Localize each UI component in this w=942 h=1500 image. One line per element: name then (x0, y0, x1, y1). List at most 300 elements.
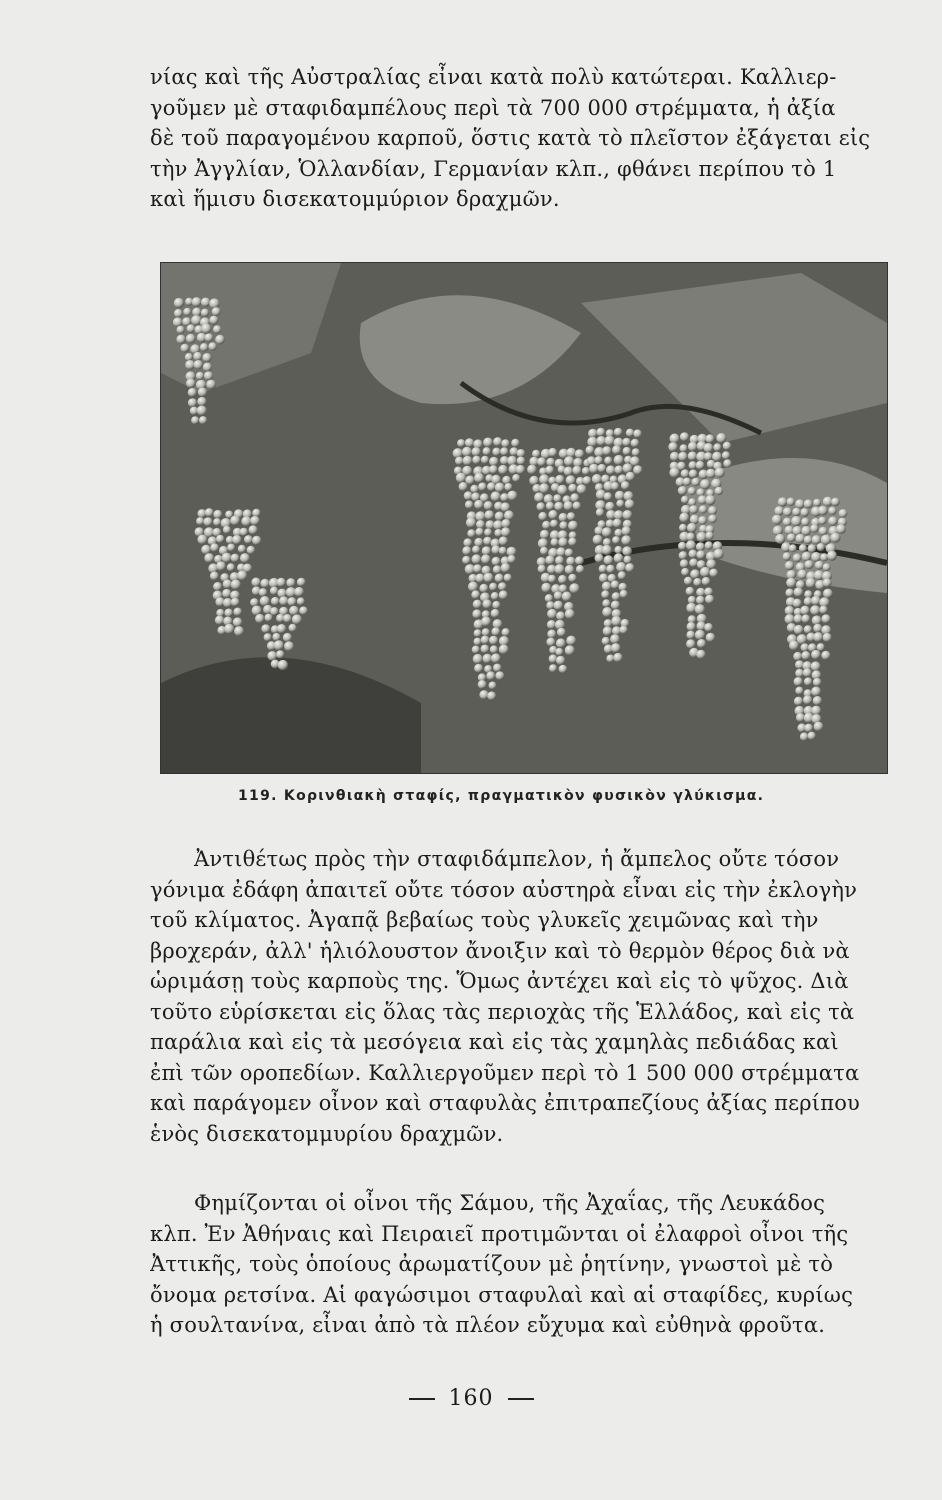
grape-berry (491, 592, 499, 600)
grape-berry (569, 583, 579, 593)
grape-berry (605, 436, 615, 446)
grape-berry (808, 732, 816, 740)
grape-berry (247, 546, 256, 555)
grape-berry (604, 492, 612, 500)
grape-berry (813, 499, 821, 507)
grapes-illustration (161, 263, 887, 773)
grape-berry (457, 439, 465, 447)
grape-berry (572, 466, 581, 475)
grape-berry (489, 457, 499, 467)
grape-berry (811, 552, 821, 562)
grape-berry (557, 485, 567, 495)
grape-berry (231, 598, 240, 607)
grape-berry (223, 526, 231, 534)
grape-berry (176, 335, 185, 344)
grape-berry (213, 510, 222, 519)
grape-berry (465, 438, 474, 447)
grape-berry (568, 484, 577, 493)
grape-berry (547, 630, 556, 639)
grape-berry (546, 458, 555, 467)
grape-berry (215, 335, 225, 345)
grape-berry (823, 563, 831, 571)
grape-berry (697, 488, 705, 496)
grape-berry (811, 687, 821, 697)
grape-berry (474, 473, 484, 483)
grape-berry (705, 541, 713, 549)
grape-berry (181, 344, 190, 353)
grape-berry (582, 467, 590, 475)
grape-berry (492, 448, 501, 457)
grape-berry (205, 508, 214, 517)
grape-berry (564, 456, 574, 466)
grape-berry (565, 609, 575, 619)
grape-berry (499, 536, 508, 545)
grape-berry (545, 466, 554, 475)
grape-berry (614, 428, 623, 437)
grape-berry (626, 429, 634, 437)
grape-berry (554, 502, 563, 511)
grape-berry (227, 563, 235, 571)
grape-berry (696, 596, 705, 605)
grape-berry (482, 546, 491, 555)
grape-berry (785, 589, 794, 598)
grape-berry (274, 640, 284, 650)
grape-berry (612, 536, 620, 544)
grape-berry (200, 343, 208, 351)
grape-berry (493, 437, 502, 446)
grape-berry (593, 535, 603, 545)
grape-berry (723, 459, 731, 467)
grape-berry (601, 590, 609, 598)
grape-berry (186, 334, 196, 344)
grape-berry (292, 614, 302, 624)
grape-berry (688, 487, 696, 495)
grape-berry (630, 456, 640, 466)
grape-berry (249, 525, 258, 534)
grape-berry (686, 540, 696, 550)
grape-berry (575, 449, 584, 458)
grape-berry (706, 532, 714, 540)
grape-berry (602, 582, 612, 592)
grape-berry (278, 660, 288, 670)
grape-berry (284, 641, 294, 651)
grape-berry (286, 578, 295, 587)
grape-berry (611, 580, 620, 589)
text-line: τοῦτο εὑρίσκεται εἰς ὅλας τὰς περιοχὰς τῆς Ἑλλάδος, καὶ εἰς τὰ (150, 999, 855, 1024)
grape-berry (795, 687, 803, 695)
grape-berry (455, 457, 464, 466)
grape-berry (471, 590, 480, 599)
grape-berry (772, 515, 782, 525)
grape-berry (783, 518, 792, 527)
text-line: καὶ παράγομεν οἶνον καὶ σταφυλὰς ἐπιτραπεζίους ἀξίας περίπου (150, 1091, 861, 1115)
grape-berry (815, 561, 824, 570)
grape-berry (568, 538, 577, 547)
grape-berry (774, 506, 784, 516)
grape-berry (696, 650, 705, 659)
grape-berry (814, 722, 824, 732)
grape-berry (621, 535, 631, 545)
grape-berry (575, 556, 584, 565)
grape-berry (821, 535, 831, 545)
grape-berry (681, 469, 690, 478)
grape-berry (267, 651, 277, 661)
grape-berry (483, 447, 491, 455)
grape-berry (821, 614, 830, 623)
grape-berry (238, 545, 246, 553)
grape-berry (227, 544, 235, 552)
grape-berry (622, 438, 631, 447)
grape-berry (611, 616, 621, 626)
grape-berry (555, 475, 564, 484)
grape-berry (210, 543, 219, 552)
grape-berry (592, 474, 602, 484)
grape-berry (802, 552, 812, 562)
grape-berry (473, 654, 483, 664)
grape-berry (183, 308, 191, 316)
grape-berry (234, 626, 244, 636)
grape-berry (495, 512, 504, 521)
text-line: βροχεράν, ἀλλ' ἡλιόλουστον ἄνοιξιν καὶ τὸ θερμὸν θέρος διὰ νὰ (150, 938, 850, 963)
grape-berry (472, 546, 480, 554)
grape-berry (255, 614, 264, 623)
grape-berry (463, 456, 473, 466)
grape-berry (836, 524, 846, 534)
grape-berry (715, 468, 725, 478)
grape-berry (548, 575, 556, 583)
text-line: νίας καὶ τῆς Αὐστραλίας εἶναι κατὰ πολὺ κατώτεραι. Καλλιερ- (150, 65, 837, 89)
grape-berry (820, 553, 828, 561)
grape-berry (493, 664, 502, 673)
grape-berry (559, 513, 568, 522)
grape-berry (565, 549, 573, 557)
grape-berry (586, 446, 595, 455)
grape-berry (700, 567, 710, 577)
grape-berry (622, 526, 631, 535)
grape-berry (828, 507, 836, 515)
grape-berry (787, 533, 796, 542)
grape-berry (614, 553, 624, 563)
grape-berry (487, 691, 496, 700)
grape-berry (209, 298, 219, 308)
grape-berry (462, 556, 471, 565)
grape-berry (260, 596, 270, 606)
page-number-footer (0, 1386, 942, 1411)
grape-berry (474, 629, 482, 637)
grape-berry (205, 333, 214, 342)
grape-berry (625, 499, 635, 509)
grape-berry (216, 561, 226, 571)
grape-berry (196, 372, 204, 380)
grape-berry (794, 677, 803, 686)
grape-berry (177, 326, 185, 334)
grape-berry (683, 478, 691, 486)
grape-berry (706, 434, 715, 443)
grape-berry (791, 516, 801, 526)
grape-berry (602, 545, 612, 555)
grape-berry (801, 651, 810, 660)
grape-berry (633, 465, 642, 474)
grape-berry (529, 476, 539, 486)
grape-berry (559, 521, 567, 529)
grape-berry (614, 546, 622, 554)
grape-berry (472, 456, 481, 465)
grape-berry (516, 465, 525, 474)
grape-berry (232, 535, 242, 545)
grape-berry (565, 565, 575, 575)
grape-berry (270, 607, 279, 616)
grape-berry (553, 494, 561, 502)
grape-berry (276, 650, 284, 658)
text-line: γοῦμεν μὲ σταφιδαμπέλους περὶ τὰ 700 000 στρέμματα, ἡ ἀξία (150, 95, 836, 120)
grape-berry (595, 554, 604, 563)
grape-berry (493, 520, 503, 530)
grape-berry (678, 486, 687, 495)
grape-berry (202, 353, 211, 362)
grape-berry (474, 638, 482, 646)
grape-berry (604, 555, 614, 565)
grape-berry (566, 636, 576, 646)
grape-berry (564, 467, 573, 476)
grape-berry (692, 478, 700, 486)
grape-berry (573, 502, 581, 510)
text-line: ὄνομα ρετσίνα. Αἱ φαγώσιμοι σταφυλαὶ καὶ αἱ σταφίδες, κυρίως (150, 1282, 854, 1307)
grape-berry (689, 505, 698, 514)
grape-berry (670, 434, 680, 444)
grape-berry (778, 497, 787, 506)
grape-berry (693, 578, 701, 586)
grape-berry (222, 553, 232, 563)
dash-right (508, 1398, 534, 1400)
grape-berry (546, 638, 555, 647)
grape-berry (474, 538, 483, 547)
grape-berry (793, 599, 802, 608)
text-line: Ἀντιθέτως πρὸς τὴν σταφιδάμπελον, ἡ ἄμπελος οὔτε τόσον (194, 847, 840, 871)
grape-berry (539, 483, 549, 493)
grape-berry (559, 665, 568, 674)
grape-berry (299, 606, 308, 615)
grape-berry (622, 546, 632, 556)
grape-berry (612, 445, 621, 454)
grape-berry (479, 584, 488, 593)
grape-berry (224, 624, 234, 634)
grape-berry (599, 573, 608, 582)
grape-berry (474, 664, 483, 673)
grape-berry (785, 614, 795, 624)
grape-berry (498, 465, 508, 475)
grape-berry (785, 561, 794, 570)
grape-berry (817, 643, 825, 651)
grape-berry (610, 634, 620, 644)
grape-berry (554, 564, 564, 574)
grape-berry (489, 465, 498, 474)
grape-berry (545, 594, 553, 602)
grape-berry (199, 416, 207, 424)
grape-berry (806, 578, 816, 588)
grape-berry (801, 614, 810, 623)
grape-berry (272, 633, 280, 641)
grape-berry (614, 510, 624, 520)
grape-berry (706, 469, 716, 479)
grape-berry (252, 509, 260, 517)
grape-berry (566, 557, 575, 566)
grape-berry (705, 595, 714, 604)
grape-berry (237, 570, 247, 580)
grape-berry (209, 316, 218, 325)
grape-berry (702, 577, 711, 586)
text-line: τὴν Ἀγγλίαν, Ὁλλανδίαν, Γερμανίαν κλπ., φθάνει περίπου τὸ 1 (150, 156, 837, 181)
grape-berry (686, 587, 695, 596)
grape-berry (556, 638, 566, 648)
grape-berry (713, 443, 721, 451)
grape-berry (576, 565, 584, 573)
grape-berry (712, 452, 722, 462)
grape-berry (556, 547, 566, 557)
grape-berry (567, 512, 575, 520)
grape-berry (462, 546, 471, 555)
grape-berry (704, 623, 713, 632)
grape-berry (704, 452, 713, 461)
grape-berry (554, 591, 563, 600)
grape-berry (668, 442, 678, 452)
grape-berry (804, 724, 813, 733)
grape-berry (501, 563, 511, 573)
grape-berry (616, 562, 626, 572)
grape-berry (823, 633, 832, 642)
grape-berry (492, 557, 501, 566)
grape-berry (680, 432, 689, 441)
grape-berry (250, 598, 259, 607)
grape-berry (203, 363, 212, 372)
grape-berry (811, 661, 821, 671)
grape-berry (472, 646, 480, 654)
grape-berry (631, 439, 640, 448)
grape-berry (602, 607, 612, 617)
grape-berry (602, 599, 610, 607)
grape-berry (687, 622, 696, 631)
grape-berry (265, 614, 273, 622)
grape-berry (797, 570, 807, 580)
text-line: παράλια καὶ εἰς τὰ μεσόγεια καὶ εἰς τὰς χαμηλὰς πεδιάδας καὶ (150, 1030, 839, 1054)
grape-berry (473, 600, 482, 609)
grape-berry (688, 498, 696, 506)
grape-berry (475, 511, 485, 521)
grape-berry (547, 609, 557, 619)
grape-berry (277, 578, 286, 587)
grape-berry (679, 524, 687, 532)
grape-berry (689, 469, 698, 478)
grape-berry (632, 448, 640, 456)
grape-berry (690, 515, 700, 525)
grape-berry (240, 553, 250, 563)
grape-berry (213, 518, 221, 526)
grape-berry (687, 523, 697, 533)
text-line: γόνιμα ἐδάφη ἀπαιτεῖ οὔτε τόσον αὐστηρὰ εἶναι εἰς τὴν ἐκλογὴν (150, 877, 858, 902)
grape-berry (475, 528, 483, 536)
grape-berry (548, 448, 557, 457)
grape-berry (818, 517, 826, 525)
grape-berry (224, 609, 233, 618)
grape-berry (821, 651, 830, 660)
grape-berry (568, 574, 576, 582)
grape-berry (462, 447, 472, 457)
grape-berry (801, 518, 809, 526)
text-line: ἡ σουλτανίνα, εἶναι ἀπὸ τὰ πλέον εὔχυμα καὶ εὐθηνὰ φροῦτα. (150, 1313, 826, 1337)
grape-berry (173, 317, 183, 327)
grape-berry (698, 516, 707, 525)
grape-berry (708, 514, 717, 523)
grape-berry (507, 456, 517, 466)
grape-berry (801, 643, 810, 652)
grape-berry (489, 636, 498, 645)
grape-berry (213, 325, 221, 333)
grape-berry (498, 582, 507, 591)
grape-berry (596, 508, 604, 516)
grape-berry (507, 555, 515, 563)
grape-berry (264, 633, 272, 641)
grape-berry (230, 516, 240, 526)
grape-berry (803, 668, 812, 677)
grape-berry (196, 517, 204, 525)
grape-berry (192, 297, 202, 307)
grape-berry (204, 553, 214, 563)
text-line: κλπ. Ἐν Ἀθήναις καὶ Πειραιεῖ προτιμῶνται οἱ ἐλαφροὶ οἶνοι τῆς (150, 1221, 849, 1246)
grape-berry (603, 626, 613, 636)
grape-berry (241, 516, 251, 526)
grape-berry (605, 502, 614, 511)
grape-berry (795, 499, 804, 508)
grape-berry (681, 568, 689, 576)
grape-berry (191, 315, 201, 325)
grape-berry (261, 624, 270, 633)
grape-berry (495, 671, 504, 680)
grape-berry (231, 580, 241, 590)
grape-berry (527, 465, 537, 475)
grape-berry (204, 371, 213, 380)
grape-berry (566, 448, 576, 458)
grape-berry (279, 596, 288, 605)
grape-berry (558, 538, 568, 548)
grape-berry (679, 551, 688, 560)
grape-berry (481, 617, 491, 627)
grape-berry (459, 482, 468, 491)
grape-berry (504, 510, 514, 520)
grape-berry (549, 654, 558, 663)
grape-berry (621, 481, 630, 490)
grape-berry (699, 505, 707, 513)
grape-berry (550, 520, 558, 528)
grape-berry (696, 542, 705, 551)
grape-berry (297, 597, 305, 605)
grape-berry (215, 616, 224, 625)
grape-berry (223, 579, 232, 588)
grape-berry (549, 664, 557, 672)
grape-berry (507, 491, 517, 501)
grape-berry (562, 592, 572, 602)
grape-berry (785, 526, 794, 535)
grape-berry (823, 578, 832, 587)
grape-berry (613, 519, 622, 528)
grape-berry (486, 671, 495, 680)
grape-berry (297, 578, 306, 587)
grape-berry (787, 498, 795, 506)
grape-berry (611, 601, 620, 610)
grape-berry (602, 527, 612, 537)
grape-berry (212, 307, 221, 316)
grape-berry (810, 605, 820, 615)
grape-berry (796, 713, 805, 722)
grape-berry (222, 589, 231, 598)
